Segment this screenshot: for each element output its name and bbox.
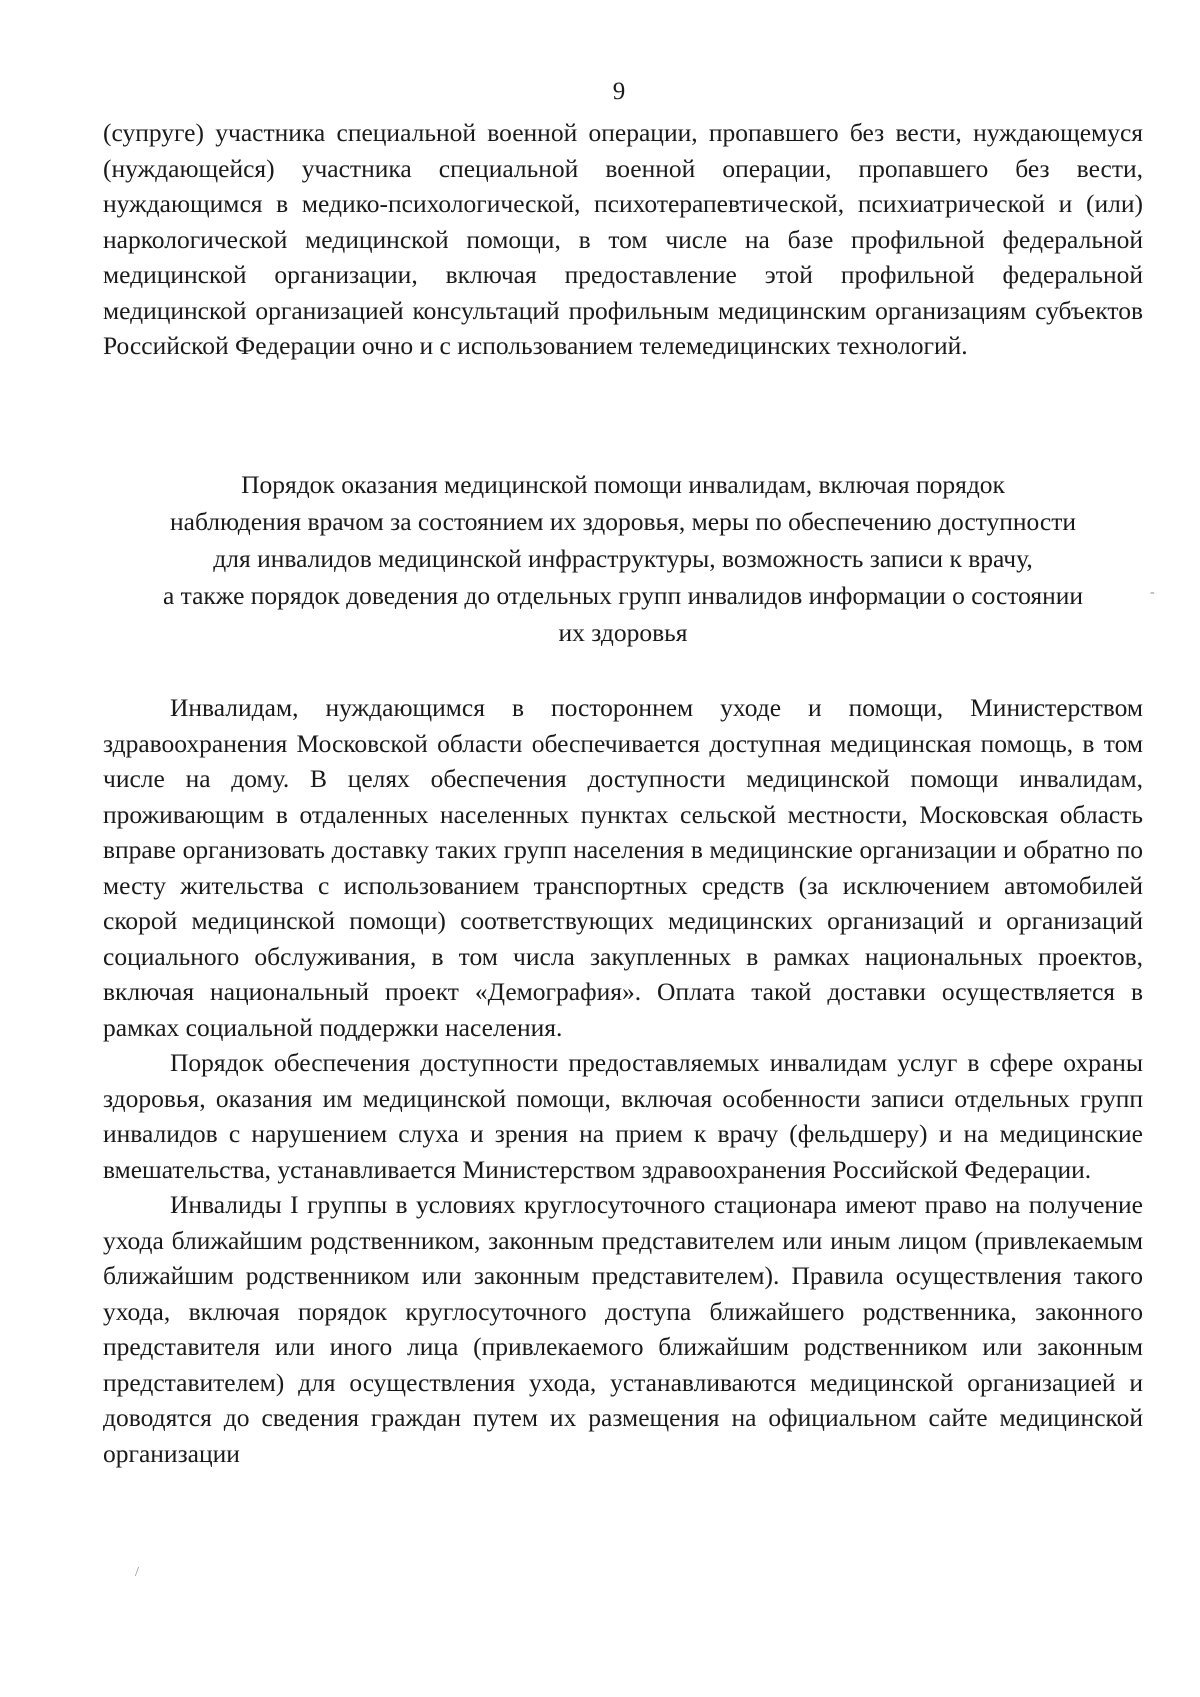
paragraph-text: Инвалиды I группы в условиях круглосуточного стационара имеют право на получение ухода ближайшим родственником, законным представителем или иным лицом (привлекаемым ближайшим родственником или законным представителем). Правила осуществления такого ухода, включая порядок круглосуточного доступа ближайшего родственника, законного представителя или иного лица (привлекаемого ближайшим родственником или законным представителем) для осуществления ухода, устанавливаются медицинской организацией и доводятся до сведения граждан путем их размещения на официальном сайте медицинской организации [103, 1190, 1143, 1468]
heading-line: а также порядок доведения до отдельных групп инвалидов информации о состоянии [162, 581, 1084, 610]
page-number: 9 [612, 78, 626, 105]
heading-line: для инвалидов медицинской инфраструктуры, возможность записи к врачу, [213, 544, 1033, 573]
heading-line: их здоровья [558, 618, 688, 647]
paragraph-text: Инвалидам, нуждающимся в постороннем уходе и помощи, Министерством здравоохранения Московской области обеспечивается доступная медицинская помощь, в том числе на дому. В целях обеспечения доступности медицинской помощи инвалидам, проживающим в отдаленных населенных пунктах сельской местности, Московская область вправе организовать доставку таких групп населения в медицинские организации и обратно по месту жительства с использованием транспортных средств (за исключением автомобилей скорой медицинской помощи) соответствующих медицинских организаций и организаций социального обслуживания, в том числа закупленных в рамках национальных проектов, включая национальный проект «Демография». Оплата такой доставки осуществляется в рамках социальной поддержки населения. [103, 693, 1143, 1042]
paragraph-text: (супруге) участника специальной военной операции, пропавшего без вести, нуждающемуся (нуждающейся) участника специальной военной операции, пропавшего без вести, нуждающимся в медико-психологической, психотерапевтической, психиатрической и (или) наркологической медицинской помощи, в том числе на базе профильной федеральной медицинской организации, включая предоставление этой профильной федеральной медицинской организацией консультаций профильным медицинским организациям субъектов Российской Федерации очно и с использованием телемедицинских технологий. [103, 118, 1143, 360]
paragraph-text: Порядок обеспечения доступности предоставляемых инвалидам услуг в сфере охраны здоровья, оказания им медицинской помощи, включая особенности записи отдельных групп инвалидов с нарушением слуха и зрения на прием к врачу (фельдшеру) и на медицинские вмешательства, устанавливается Министерством здравоохранения Российской Федерации. [103, 1048, 1143, 1184]
continuation-paragraph [103, 115, 1143, 364]
scan-mark: / [135, 1565, 139, 1580]
section-heading [103, 466, 1143, 651]
heading-line: наблюдения врачом за состоянием их здоровья, меры по обеспечению доступности [170, 507, 1076, 536]
scan-mark: - [1150, 585, 1155, 600]
section-body [103, 690, 1143, 1471]
heading-line: Порядок оказания медицинской помощи инвалидам, включая порядок [241, 470, 1005, 499]
